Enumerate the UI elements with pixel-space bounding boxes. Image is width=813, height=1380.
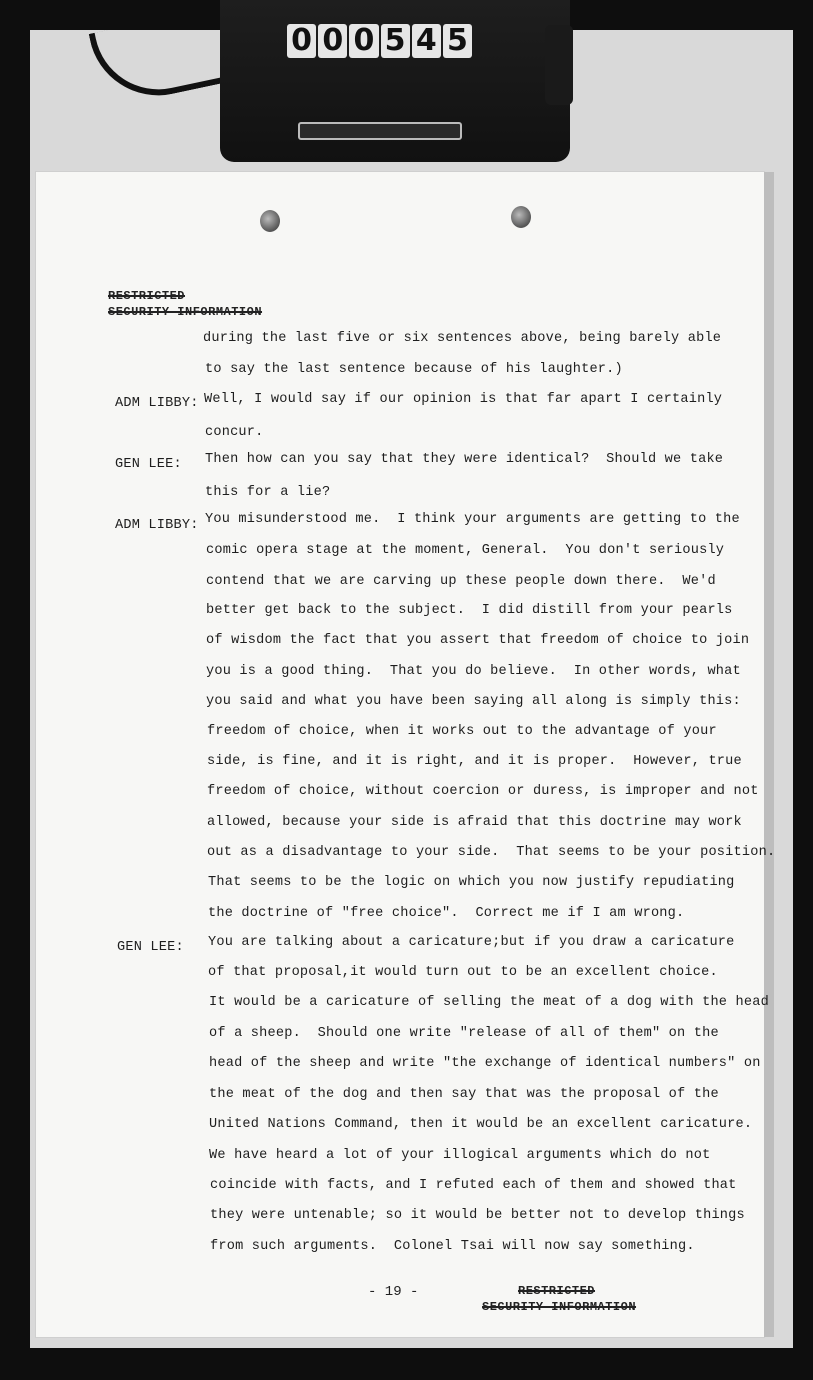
text-line: You misunderstood me. I think your arguments are getting to the bbox=[205, 512, 740, 527]
text-line: head of the sheep and write "the exchange of identical numbers" on bbox=[209, 1056, 761, 1071]
text-line: during the last five or six sentences above, being barely able bbox=[203, 331, 722, 346]
counter-digit: 4 bbox=[412, 24, 441, 58]
text-line: you said and what you have been saying all along is simply this: bbox=[206, 694, 741, 709]
counter-digit: 5 bbox=[443, 24, 472, 58]
punch-hole-left bbox=[260, 210, 280, 232]
counter-digit: 0 bbox=[287, 24, 316, 58]
text-line: contend that we are carving up these people down there. We'd bbox=[206, 574, 716, 589]
text-line: It would be a caricature of selling the meat of a dog with the head bbox=[209, 995, 769, 1010]
text-line: out as a disadvantage to your side. That seems to be your position. bbox=[207, 845, 776, 860]
text-line: coincide with facts, and I refuted each of them and showed that bbox=[210, 1178, 737, 1193]
frame-counter bbox=[287, 24, 472, 58]
text-line: to say the last sentence because of his laughter.) bbox=[205, 362, 623, 377]
punch-hole-right bbox=[511, 206, 531, 228]
text-line: side, is fine, and it is right, and it is proper. However, true bbox=[207, 754, 742, 769]
text-line: We have heard a lot of your illogical arguments which do not bbox=[209, 1148, 711, 1163]
text-line: the doctrine of "free choice". Correct me if I am wrong. bbox=[208, 906, 685, 921]
text-line: That seems to be the logic on which you now justify repudiating bbox=[208, 875, 735, 890]
speaker-label: ADM LIBBY: bbox=[115, 396, 199, 411]
text-line: of that proposal,it would turn out to be an excellent choice. bbox=[208, 965, 718, 980]
stamp-slot bbox=[298, 122, 462, 140]
text-line: comic opera stage at the moment, General. You don't seriously bbox=[206, 543, 725, 558]
text-line: you is a good thing. That you do believe. In other words, what bbox=[206, 664, 741, 679]
speaker-label: GEN LEE: bbox=[115, 457, 182, 472]
text-line: Well, I would say if our opinion is that far apart I certainly bbox=[204, 392, 723, 407]
speaker-label: ADM LIBBY: bbox=[115, 518, 199, 533]
text-line: better get back to the subject. I did distill from your pearls bbox=[206, 603, 733, 618]
text-line: Then how can you say that they were identical? Should we take bbox=[205, 452, 724, 467]
classification-header-1: RESTRICTED bbox=[108, 289, 186, 303]
text-line: the meat of the dog and then say that was the proposal of the bbox=[209, 1087, 719, 1102]
text-line: of wisdom the fact that you assert that freedom of choice to join bbox=[206, 633, 750, 648]
text-line: from such arguments. Colonel Tsai will now say something. bbox=[210, 1239, 695, 1254]
text-line: they were untenable; so it would be better not to develop things bbox=[210, 1208, 745, 1223]
page-edge bbox=[764, 172, 774, 1337]
classification-header-2: SECURITY INFORMATION bbox=[108, 305, 263, 319]
page-number: - 19 - bbox=[368, 1284, 419, 1300]
counter-digit: 5 bbox=[381, 24, 410, 58]
counter-digit: 0 bbox=[318, 24, 347, 58]
text-line: United Nations Command, then it would be an excellent caricature. bbox=[209, 1117, 753, 1132]
text-line: concur. bbox=[205, 425, 264, 440]
text-line: You are talking about a caricature;but if you draw a caricature bbox=[208, 935, 735, 950]
text-line: this for a lie? bbox=[205, 485, 331, 500]
classification-footer-2: SECURITY INFORMATION bbox=[482, 1300, 637, 1314]
speaker-label: GEN LEE: bbox=[117, 940, 184, 955]
text-line: freedom of choice, when it works out to the advantage of your bbox=[207, 724, 717, 739]
text-line: allowed, because your side is afraid that this doctrine may work bbox=[207, 815, 742, 830]
counter-digit: 0 bbox=[349, 24, 378, 58]
stamp-knob bbox=[545, 25, 573, 105]
text-line: of a sheep. Should one write "release of all of them" on the bbox=[209, 1026, 719, 1041]
text-line: freedom of choice, without coercion or duress, is improper and not bbox=[207, 784, 759, 799]
classification-footer-1: RESTRICTED bbox=[518, 1284, 596, 1298]
